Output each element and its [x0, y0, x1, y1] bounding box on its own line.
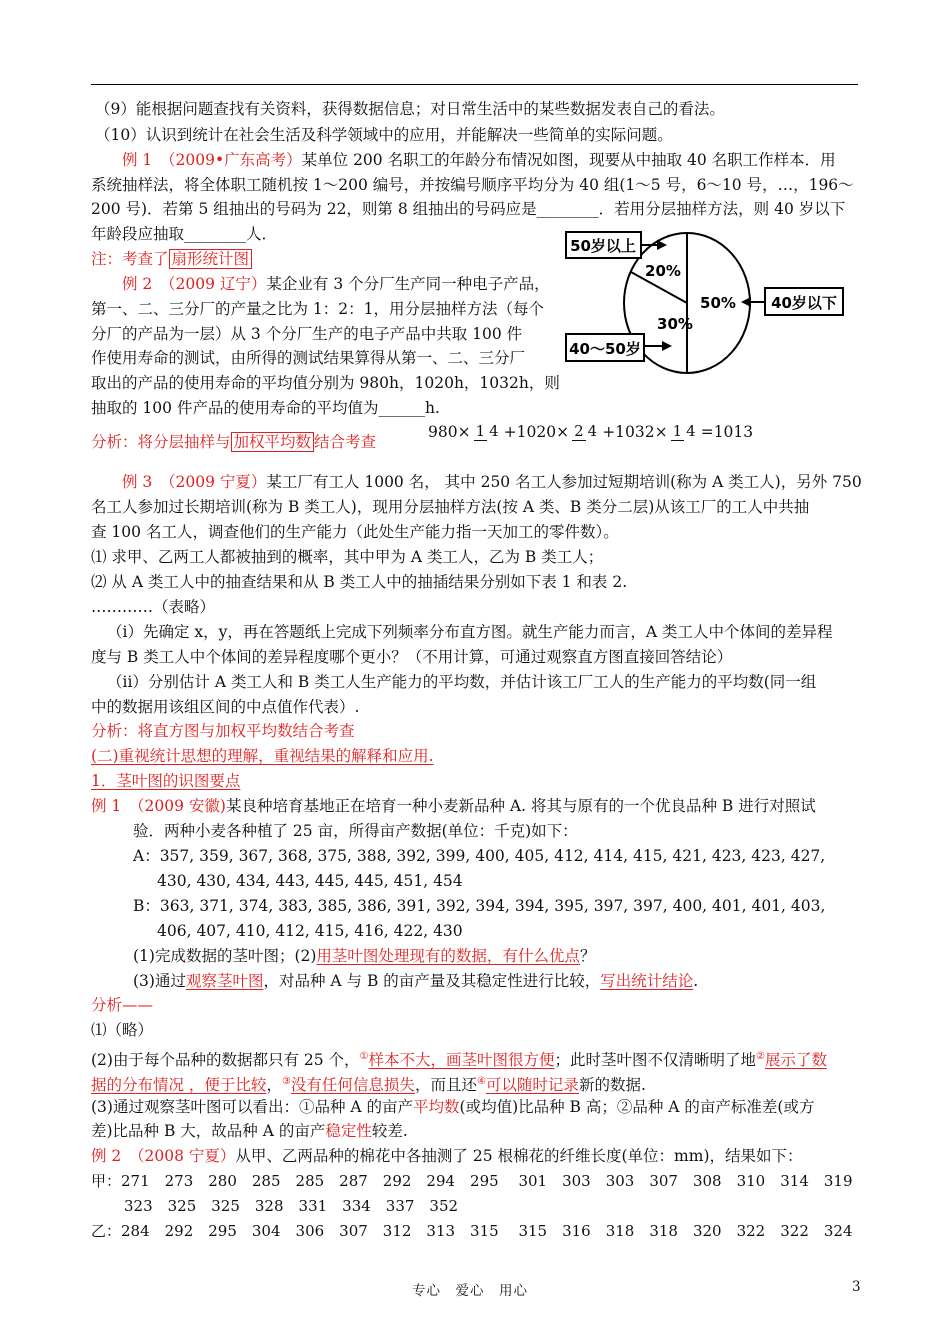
text-span: 某良种培育基地正在培育一种小麦新品种 A. 将其与原有的一个优良品种 B 进行对照试 [225, 797, 816, 815]
highlight-span: 用茎叶图处理现有的数据，有什么优点 [316, 947, 580, 965]
header-rule [91, 84, 858, 85]
highlight-span: 没有任何信息损失 [290, 1076, 415, 1095]
text-span: 较差. [371, 1122, 408, 1140]
answer-blank: ______ [378, 399, 425, 417]
example-label: 例 1 （2009•广东高考） [122, 151, 302, 169]
text-span: ？ [579, 947, 596, 965]
highlight-span: 样本不大，画茎叶图很方便 [368, 1051, 555, 1070]
text-line [91, 224, 277, 244]
callout-under-40: 40岁以下 [771, 294, 837, 312]
text-line [122, 274, 550, 294]
weighted-mean-equation [428, 423, 753, 441]
eq-term: +1020× [503, 423, 570, 441]
fraction [671, 423, 698, 441]
denominator: 4 [587, 422, 598, 440]
example-label: 例 3 （2009 宁夏） [122, 473, 267, 491]
highlight-span: 写出统计结论 [600, 972, 694, 990]
highlight-span: 平均数 [413, 1098, 460, 1116]
boxed-term: 扇形统计图 [169, 249, 253, 269]
text-span: ，对品种 A 与 B 的亩产量及其稳定性进行比较， [263, 972, 601, 990]
text-span: 某工厂有工人 1000 名， 其中 250 名工人参加过短期培训(称为 A 类工人)，另外 750 [266, 473, 862, 491]
text-line: 系统抽样法，将全体职工随机按 1～200 编号，并按编号顺序平均分为 40 组(1～5 号，6～10 号，…，196～ [91, 176, 854, 194]
text-span: . [693, 972, 699, 990]
fraction [572, 423, 599, 441]
highlight-span: 展示了数 [765, 1051, 828, 1070]
text-line: （10）认识到统计在社会生活及科学领域中的应用，并能解决一些简单的实际问题。 [95, 126, 673, 144]
page-number: 3 [852, 1279, 861, 1295]
text-span: 某企业有 3 个分厂生产同一种电子产品， [266, 275, 550, 293]
answer-blank: ________ [536, 200, 599, 218]
text-line: …………（表略） [91, 598, 216, 616]
note-line [91, 249, 252, 269]
subsection-heading: 1．茎叶图的识图要点 [91, 772, 241, 790]
slice-label: 50% [700, 294, 736, 312]
text-line: 度与 B 类工人中个体间的差异程度哪个更小？（不用计算，可通过观察直方图直接回答结论） [91, 648, 733, 666]
text-line [133, 971, 698, 991]
text-line [122, 472, 862, 492]
numerator: 1 [672, 422, 683, 440]
callout-over-50: 50岁以上 [570, 237, 636, 255]
text-span: (3)通过 [133, 972, 186, 990]
text-line [91, 1097, 814, 1117]
text-span: h. [424, 399, 440, 417]
data-line: 406, 407, 410, 412, 415, 416, 422, 430 [157, 922, 463, 940]
fraction [474, 423, 501, 441]
marker: ④ [476, 1076, 486, 1087]
text-line [91, 796, 816, 816]
example-label: 例 2 （2008 宁夏） [91, 1147, 236, 1165]
text-line: 查 100 名工人，调查他们的生产能力（此处生产能力指一天加工的零件数）。 [91, 523, 619, 541]
text-line [91, 1072, 646, 1095]
text-line: （i）先确定 x，y，再在答题纸上完成下列频率分布直方图。就生产能力而言，A 类工人中个体间的差异程 [107, 623, 833, 641]
text-line [122, 150, 836, 170]
text-line [91, 398, 440, 418]
data-line: 甲：271 273 280 285 285 287 292 294 295 301 303 303 307 308 310 314 319 [91, 1172, 853, 1190]
data-line: A：357, 359, 367, 368, 375, 388, 392, 399, 400, 405, 412, 414, 415, 421, 423, 423, 427, [133, 847, 826, 865]
text-span: ．若用分层抽样方法，则 40 岁以下 [598, 200, 846, 218]
text-span: 注：考查了 [91, 250, 169, 268]
section-heading: (二)重视统计思想的理解，重视结果的解释和应用. [91, 747, 434, 765]
denominator: 4 [489, 422, 499, 440]
text-span: (1)完成数据的茎叶图；(2) [133, 947, 317, 965]
text-line: 验．两种小麦各种植了 25 亩，所得亩产数据(单位：千克)如下： [133, 822, 578, 840]
text-line: ⑴ 求甲、乙两工人都被抽到的概率，其中甲为 A 类工人，乙为 B 类工人； [91, 548, 604, 566]
text-span: (3)通过观察茎叶图可以看出：①品种 A 的亩产 [91, 1098, 414, 1116]
text-line [91, 1047, 827, 1070]
text-span: 新的数据. [578, 1076, 646, 1095]
answer-blank: ________ [184, 225, 247, 243]
analysis-line: 分析—— [91, 996, 154, 1014]
text-line: 中的数据用该组区间的中点值作代表）. [91, 698, 360, 716]
text-span: 抽取的 100 件产品的使用寿命的平均值为 [91, 399, 379, 417]
arrow-icon [662, 341, 672, 351]
highlight-span: 据的分布情况 ，便于比较 [91, 1076, 267, 1095]
data-line: 430, 430, 434, 443, 445, 445, 451, 454 [157, 872, 463, 890]
marker: ② [756, 1051, 766, 1062]
text-line: 取出的产品的使用寿命的平均值分别为 980h，1020h，1032h，则 [91, 374, 560, 392]
example-label: 例 1 （2009 安徽) [91, 797, 226, 815]
marker: ① [359, 1051, 369, 1062]
text-line: （ii）分别估计 A 类工人和 B 类工人生产能力的平均数，并估计该工厂工人的生产能力的平均数(同一组 [107, 673, 817, 691]
data-line: 乙：284 292 295 304 306 307 312 313 315 315 316 318 318 320 322 322 324 [91, 1222, 853, 1240]
text-line [133, 946, 595, 966]
text-span: 年龄段应抽取 [91, 225, 185, 243]
slice-label: 30% [657, 315, 693, 333]
text-line: 分厂的产品为一层）从 3 个分厂生产的电子产品中共取 100 件 [91, 325, 523, 343]
text-span: ，而且还 [414, 1076, 477, 1095]
analysis-line: 分析：将直方图与加权平均数结合考查 [91, 722, 355, 740]
eq-term: 980× [428, 423, 471, 441]
text-span: (或均值)比品种 B 高；②品种 A 的亩产标准差(或方 [459, 1098, 815, 1116]
highlight-span: 可以随时记录 [485, 1076, 579, 1095]
highlight-span: 稳定性 [325, 1122, 372, 1140]
callout-40-50: 40～50岁 [569, 340, 641, 358]
text-span: 人． [246, 225, 278, 243]
numerator: 2 [574, 422, 584, 440]
data-line: 323 325 325 328 331 334 337 352 [124, 1197, 459, 1215]
text-line: 第一、二、三分厂的产量之比为 1：2：1，用分层抽样方法（每个 [91, 300, 545, 318]
text-span: 从甲、乙两品种的棉花中各抽测了 25 根棉花的纤维长度(单位：mm)，结果如下： [235, 1147, 803, 1165]
text-span: 结合考查 [314, 433, 377, 451]
slice-label: 20% [645, 262, 681, 280]
text-line: 作使用寿命的测试，由所得的测试结果算得从第一、二、三分厂 [91, 349, 526, 367]
arrow-icon [741, 297, 751, 307]
text-span: 分析：将分层抽样与 [91, 433, 231, 451]
text-line: 名工人参加过长期培训(称为 B 类工人)，现用分层抽样方法(按 A 类、B 类分二层)从该工厂的工人中共抽 [91, 498, 810, 516]
data-line: B：363, 371, 374, 383, 385, 386, 391, 392, 394, 394, 395, 397, 397, 400, 401, 401, 403, [133, 897, 826, 915]
age-pie-chart [565, 228, 855, 378]
text-line: ⑵ 从 A 类工人中的抽查结果和从 B 类工人中的抽插结果分别如下表 1 和表 2. [91, 573, 628, 591]
marker: ③ [281, 1076, 291, 1087]
highlight-span: 观察茎叶图 [185, 972, 264, 990]
boxed-term: 加权平均数 [231, 432, 315, 452]
numerator: 1 [475, 422, 486, 440]
text-span: 差)比品种 B 大，故品种 A 的亩产 [91, 1122, 326, 1140]
text-span: ， [266, 1076, 282, 1095]
text-line [91, 1121, 408, 1141]
arrow-icon [657, 240, 667, 250]
text-span: 某单位 200 名职工的年龄分布情况如图，现要从中抽取 40 名职工作样本．用 [301, 151, 836, 169]
text-line [91, 1146, 803, 1166]
text-span: (2)由于每个品种的数据都只有 25 个， [91, 1051, 360, 1070]
eq-term: +1032× [602, 423, 668, 441]
example-label: 例 2 （2009 辽宁） [122, 275, 267, 293]
analysis-line [91, 432, 376, 452]
text-line: ⑴（略） [91, 1021, 154, 1039]
text-span: 200 号)．若第 5 组抽出的号码为 22，则第 8 组抽出的号码应是 [91, 200, 537, 218]
text-line [91, 199, 845, 219]
text-span: ；此时茎叶图不仅清晰明了地 [554, 1051, 757, 1070]
eq-term: =1013 [700, 423, 754, 441]
page-footer: 专心 爱心 用心 [412, 1283, 528, 1299]
text-line: （9）能根据问题查找有关资料，获得数据信息；对日常生活中的某些数据发表自己的看法。 [95, 100, 725, 118]
denominator: 4 [686, 422, 696, 440]
